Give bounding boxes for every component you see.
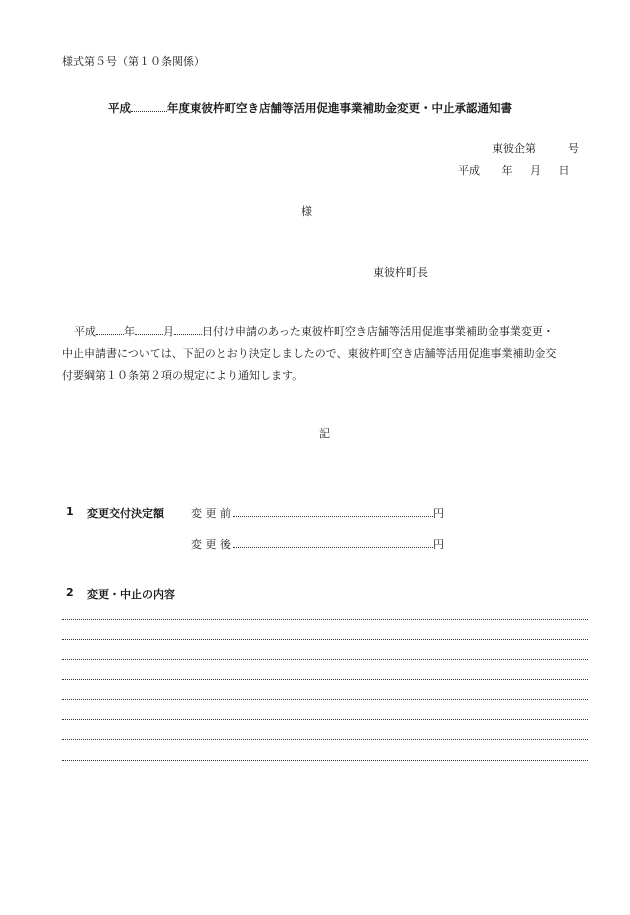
form-number: 様式第５号（第１０条関係） [62, 55, 205, 68]
title-era: 平成 [108, 101, 131, 115]
date-day: 日 [558, 164, 570, 177]
after-yen: 円 [433, 538, 444, 551]
after-label: 変 更 後 [191, 538, 231, 551]
body-line-3: 付要綱第１０条第２項の規定により通知します。 [62, 369, 304, 382]
body-year: 年 [124, 325, 135, 338]
issue-date [458, 162, 570, 178]
document-title [108, 100, 512, 116]
content-line[interactable] [62, 679, 588, 680]
body-line-2: 中止申請書については、下記のとおり決定しましたので、東彼杵町空き店舗等活用促進事業補助金交 [62, 347, 557, 360]
body-year-blank[interactable] [96, 324, 124, 335]
before-amount-field[interactable] [233, 506, 433, 517]
date-month: 月 [530, 164, 541, 177]
content-line[interactable] [62, 719, 588, 720]
title-year-blank[interactable] [131, 101, 167, 112]
content-line[interactable] [62, 619, 588, 620]
body-month-blank[interactable] [135, 324, 163, 335]
date-year: 年 [501, 164, 513, 177]
document-reference [492, 140, 579, 156]
issuer: 東彼杵町長 [373, 266, 428, 279]
section1-heading: 変更交付決定額 [87, 507, 164, 520]
section1-number: 1 [66, 505, 74, 518]
title-text: 年度東彼杵町空き店舗等活用促進事業補助金変更・中止承認通知書 [167, 101, 512, 115]
content-line[interactable] [62, 739, 588, 740]
body-line-1 [74, 323, 554, 339]
doc-ref-prefix: 東彼企第 [492, 142, 536, 155]
section2-number: 2 [66, 586, 74, 599]
section2-heading: 変更・中止の内容 [87, 588, 175, 601]
after-amount-row [191, 536, 444, 552]
body-month: 月 [163, 325, 174, 338]
content-line[interactable] [62, 760, 588, 761]
body-day-blank[interactable] [174, 324, 202, 335]
before-label: 変 更 前 [191, 507, 231, 520]
body-line1-text: 日付け申請のあった東彼杵町空き店舗等活用促進事業補助金事業変更・ [202, 325, 554, 338]
ki-notation: 記 [319, 427, 330, 440]
after-amount-field[interactable] [233, 537, 433, 548]
content-line[interactable] [62, 639, 588, 640]
body-era: 平成 [74, 325, 96, 338]
content-line[interactable] [62, 659, 588, 660]
before-amount-row [191, 505, 444, 521]
content-line[interactable] [62, 699, 588, 700]
date-era: 平成 [458, 164, 480, 177]
doc-ref-suffix: 号 [568, 142, 579, 155]
before-yen: 円 [433, 507, 444, 520]
addressee-suffix: 様 [301, 205, 312, 218]
